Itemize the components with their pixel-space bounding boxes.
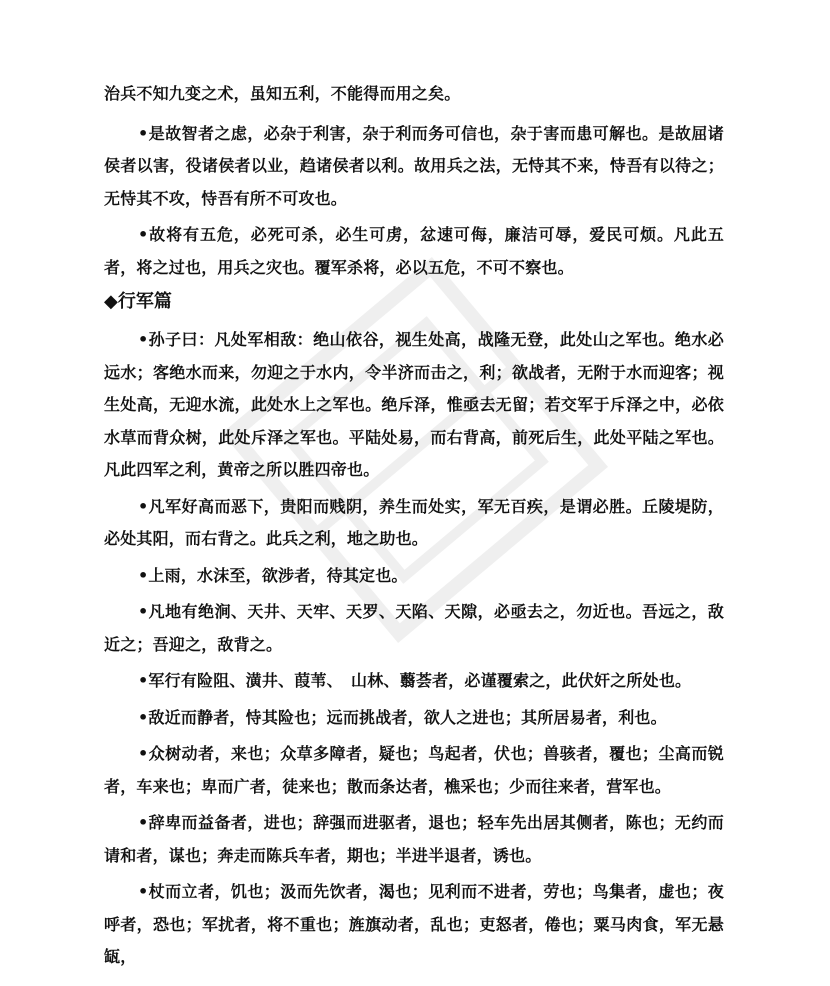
paragraph: •是故智者之虑，必杂于利害，杂于利而务可信也，杂于害而患可解也。是故屈诸侯者以害，役诸侯者以业，趋诸侯者以利。故用兵之法，无恃其不来，恃吾有以待之；无恃其不攻，恃吾有所不可攻也。	[104, 123, 724, 208]
paragraph: •敌近而静者，恃其险也；远而挑战者，欲人之进也；其所居易者，利也。	[138, 707, 667, 727]
document-body	[104, 78, 724, 974]
section-heading: ◆行军篇	[104, 291, 172, 312]
paragraph: •军行有险阻、潢井、葭苇、 山林、蘙荟者，必谨覆索之，此伏奸之所处也。	[138, 671, 692, 690]
paragraph: •孙子曰：凡处军相敌：绝山依谷，视生处高，战隆无登，此处山之军也。绝水必远水；客绝水而来，勿迎之于水内，令半济而击之，利；欲战者，无附于水而迎客；视生处高，无迎水流，此处水上之军也。绝斥泽，惟亟去无留；若交军于斥泽之中，必依水草而背众树，此处斥泽之军也。平陆处易，而右背高，前死后生，此处平陆之军也。凡此四军之利，黄帝之所以胜四帝也。	[104, 330, 724, 479]
paragraph: •凡军好高而恶下，贵阳而贱阴，养生而处实，军无百疾，是谓必胜。丘陵堤防，必处其阳，而右背之。此兵之利，地之助也。	[104, 496, 724, 548]
paragraph: 治兵不知九变之术，虽知五利，不能得而用之矣。	[104, 84, 461, 103]
paragraph: •凡地有绝涧、天井、天牢、天罗、天陷、天隙，必亟去之，勿近也。吾远之，敌近之；吾迎之，敌背之。	[104, 602, 724, 654]
paragraph: •故将有五危，必死可杀，必生可虏，忿速可侮，廉洁可辱，爱民可烦。凡此五者，将之过也，用兵之灾也。覆军杀将，必以五危，不可不察也。	[104, 225, 724, 277]
paragraph: •杖而立者，饥也；汲而先饮者，渴也；见利而不进者，劳也；鸟集者，虚也；夜呼者，恐也；军扰者，将不重也；旌旗动者，乱也；吏怒者，倦也；粟马肉食，军无悬缻，	[104, 882, 724, 966]
paragraph: •辞卑而益备者，进也；辞强而进驱者，退也；轻车先出居其侧者，陈也；无约而请和者，谋也；奔走而陈兵车者，期也；半进半退者，诱也。	[104, 813, 724, 865]
paragraph: •上雨，水沫至，欲涉者，待其定也。	[138, 565, 408, 585]
paragraph: •众树动者，来也；众草多障者，疑也；鸟起者，伏也；兽骇者，覆也；尘高而锐者，车来也；卑而广者，徒来也；散而条达者，樵采也；少而往来者，营军也。	[104, 744, 724, 796]
